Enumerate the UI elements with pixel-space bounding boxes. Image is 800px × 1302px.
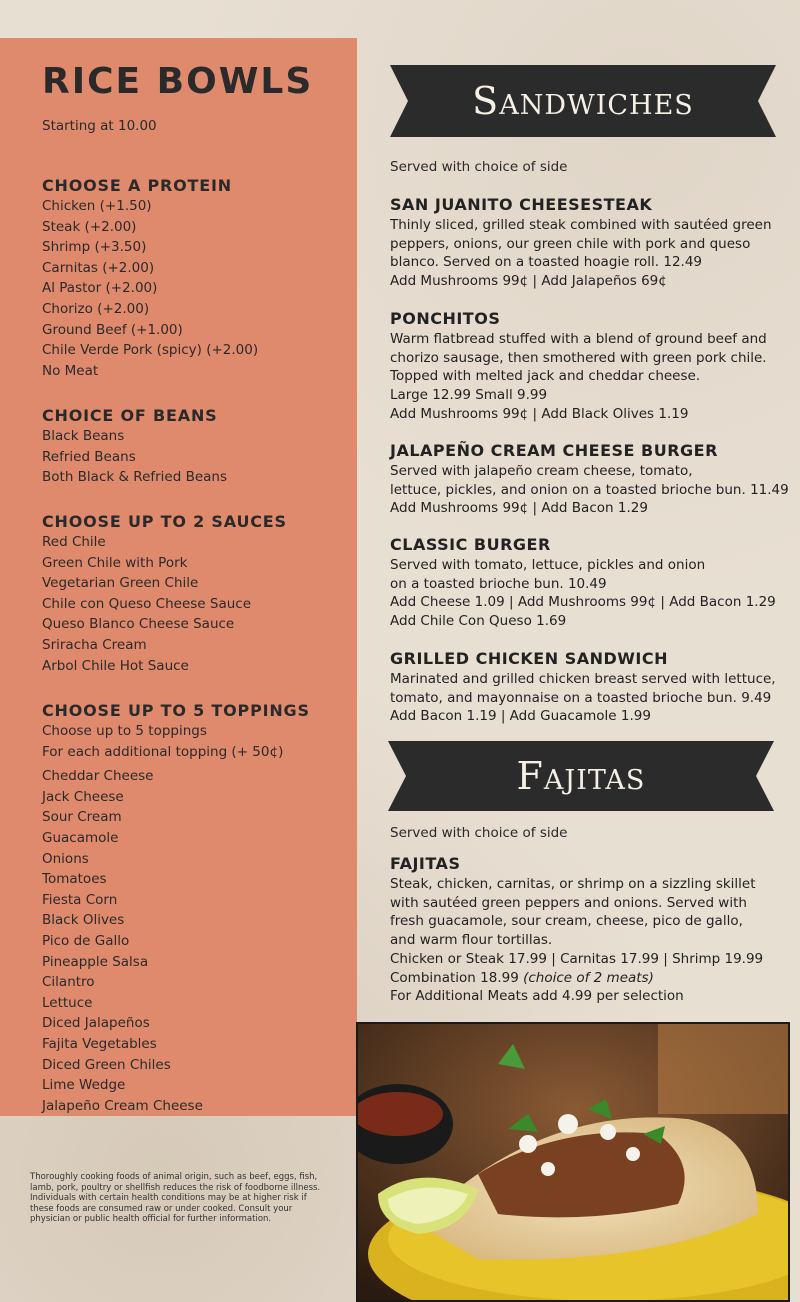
protein-heading: CHOOSE A PROTEIN xyxy=(42,176,232,195)
sauces-section xyxy=(42,512,352,676)
sandwich-item xyxy=(390,440,790,518)
protein-option: Al Pastor (+2.00) xyxy=(42,280,158,297)
protein-option: Chile Verde Pork (spicy) (+2.00) xyxy=(42,342,259,359)
sandwich-item-line: Large 12.99 Small 9.99 xyxy=(390,387,548,404)
sandwich-item-line: blanco. Served on a toasted hoagie roll. 12.49 xyxy=(390,254,702,271)
sauce-option: Queso Blanco Cheese Sauce xyxy=(42,616,235,633)
sandwich-item-line: on a toasted brioche bun. 10.49 xyxy=(390,575,607,592)
toppings-heading: CHOOSE UP TO 5 TOPPINGS xyxy=(42,701,310,720)
protein-list xyxy=(42,196,352,381)
fajitas-description-line: fresh guacamole, sour cream, cheese, pico de gallo, xyxy=(390,913,743,930)
sandwich-item-line: Warm flatbread stuffed with a blend of ground beef and xyxy=(390,331,767,347)
topping-option: Lettuce xyxy=(42,994,93,1011)
beans-section xyxy=(42,406,352,488)
sandwich-item-line: Add Cheese 1.09 | Add Mushrooms 99¢ | Add Bacon 1.29 xyxy=(390,594,776,611)
fajitas-description xyxy=(390,875,790,969)
fajitas-item-name: FAJITAS xyxy=(390,854,461,873)
sandwich-item-name: PONCHITOS xyxy=(390,309,501,328)
sauce-option: Arbol Chile Hot Sauce xyxy=(42,657,189,674)
fajitas-combination-price: Combination 18.99 xyxy=(390,969,524,986)
topping-option: Jack Cheese xyxy=(42,788,124,805)
topping-option: Diced Green Chiles xyxy=(42,1056,171,1073)
bean-option: Black Beans xyxy=(42,428,125,444)
food-safety-disclaimer: Thoroughly cooking foods of animal origin, such as beef, eggs, fish, lamb, pork, poultry or shellfish reduces the risk of foodborne illness. Individuals with certain health conditions may be at higher risk if these foods are consumed raw or under cooked. Consult your physician or public health official for further information. xyxy=(30,1172,321,1225)
sandwich-item xyxy=(390,648,790,726)
sauce-option: Red Chile xyxy=(42,534,106,550)
sandwich-item-name: JALAPEÑO CREAM CHEESE BURGER xyxy=(390,441,718,460)
topping-option: Diced Jalapeños xyxy=(42,1015,150,1032)
topping-option: Cheddar Cheese xyxy=(42,768,154,785)
sandwich-item-line: Add Mushrooms 99¢ | Add Jalapeños 69¢ xyxy=(390,273,667,290)
topping-option: Tomatoes xyxy=(42,871,107,888)
taco-illustration xyxy=(358,1024,790,1302)
fajitas-description-line: and warm flour tortillas. xyxy=(390,932,553,949)
fajitas-description-line: Chicken or Steak 17.99 | Carnitas 17.99 | Shrimp 19.99 xyxy=(390,950,764,967)
fajitas-item xyxy=(390,853,790,1006)
fajitas-banner-title: Fajitas xyxy=(516,754,646,798)
toppings-section xyxy=(42,701,352,1116)
sandwiches-banner-title: Sandwiches xyxy=(472,79,694,123)
protein-option: Steak (+2.00) xyxy=(42,218,137,235)
sandwich-item-name: GRILLED CHICKEN SANDWICH xyxy=(390,649,669,668)
toppings-note: Choose up to 5 toppings xyxy=(42,723,207,739)
sandwich-item-name: CLASSIC BURGER xyxy=(390,535,551,554)
bean-option: Both Black & Refried Beans xyxy=(42,469,228,486)
rice-bowls-content xyxy=(42,60,342,1114)
rice-bowls-title: RICE BOWLS xyxy=(42,61,314,102)
sandwich-item xyxy=(390,194,790,291)
topping-option: Lime Wedge xyxy=(42,1077,126,1094)
sandwich-item xyxy=(390,308,790,424)
sandwich-item-line: peppers, onions, our green chile with pork and queso xyxy=(390,235,751,252)
topping-option: Guacamole xyxy=(42,829,119,846)
sandwich-item-line: chorizo sausage, then smothered with green pork chile. xyxy=(390,349,767,366)
protein-option: Carnitas (+2.00) xyxy=(42,259,155,276)
sauce-option: Vegetarian Green Chile xyxy=(42,575,199,592)
topping-option: Onions xyxy=(42,850,89,867)
sandwich-item-line: tomato, and mayonnaise on a toasted brioche bun. 9.49 xyxy=(390,689,772,706)
fajitas-banner-label-wrap xyxy=(388,741,774,811)
rice-bowls-starting-price: Starting at 10.00 xyxy=(42,118,157,134)
fajitas-served-note: Served with choice of side xyxy=(390,825,568,841)
sauces-heading: CHOOSE UP TO 2 SAUCES xyxy=(42,512,287,531)
sandwich-item-line: Add Bacon 1.19 | Add Guacamole 1.99 xyxy=(390,708,651,725)
sandwich-item-line: lettuce, pickles, and onion on a toasted brioche bun. 11.49 xyxy=(390,481,789,498)
fajitas-combination xyxy=(390,969,790,988)
topping-option: Cilantro xyxy=(42,974,95,991)
topping-option: Fajita Vegetables xyxy=(42,1035,157,1052)
topping-option: Jalapeño Cream Cheese xyxy=(42,1097,203,1114)
sandwich-item-line: Topped with melted jack and cheddar cheese. xyxy=(390,368,701,385)
sauces-list xyxy=(42,532,352,676)
protein-option: Chorizo (+2.00) xyxy=(42,300,150,317)
fajitas-description-line: with sautéed green peppers and onions. Served with xyxy=(390,894,747,911)
sauce-option: Chile con Queso Cheese Sauce xyxy=(42,595,252,612)
topping-option: Pineapple Salsa xyxy=(42,953,149,970)
fajitas-combination-note: (choice of 2 meats) xyxy=(523,969,654,986)
sauce-option: Green Chile with Pork xyxy=(42,554,188,571)
protein-option: No Meat xyxy=(42,362,99,379)
sandwiches-banner-label-wrap xyxy=(390,65,776,137)
sandwich-item-line: Add Mushrooms 99¢ | Add Black Olives 1.19 xyxy=(390,405,689,422)
sauce-option: Sriracha Cream xyxy=(42,636,147,653)
taco-photo xyxy=(356,1022,790,1302)
sandwich-item xyxy=(390,534,790,631)
rice-bowls-panel xyxy=(0,38,357,1116)
fajitas-description-line: Steak, chicken, carnitas, or shrimp on a sizzling skillet xyxy=(390,876,756,892)
topping-option: Fiesta Corn xyxy=(42,891,118,908)
protein-option: Chicken (+1.50) xyxy=(42,198,152,214)
topping-option: Pico de Gallo xyxy=(42,932,130,949)
protein-option: Shrimp (+3.50) xyxy=(42,239,147,256)
sandwich-item-line: Add Mushrooms 99¢ | Add Bacon 1.29 xyxy=(390,500,648,517)
topping-option: Black Olives xyxy=(42,912,125,929)
sandwich-item-line: Add Chile Con Queso 1.69 xyxy=(390,613,567,630)
protein-option: Ground Beef (+1.00) xyxy=(42,321,183,338)
topping-option: Sour Cream xyxy=(42,809,122,826)
sandwich-item-line: Thinly sliced, grilled steak combined with sautéed green xyxy=(390,217,772,233)
bean-option: Refried Beans xyxy=(42,448,136,465)
sandwiches-served-note: Served with choice of side xyxy=(390,159,568,175)
sandwich-item-line: Marinated and grilled chicken breast served with lettuce, xyxy=(390,671,776,687)
sandwich-item-line: Served with tomato, lettuce, pickles and onion xyxy=(390,557,706,573)
protein-section xyxy=(42,176,352,381)
sandwich-item-name: SAN JUANITO CHEESESTEAK xyxy=(390,195,653,214)
beans-heading: CHOICE OF BEANS xyxy=(42,406,218,425)
toppings-list xyxy=(42,766,352,1116)
fajitas-additional-meats: For Additional Meats add 4.99 per selection xyxy=(390,988,684,1005)
sandwich-item-line: Served with jalapeño cream cheese, tomato, xyxy=(390,463,693,479)
toppings-extra-note: For each additional topping (+ 50¢) xyxy=(42,743,284,760)
beans-list xyxy=(42,426,352,488)
